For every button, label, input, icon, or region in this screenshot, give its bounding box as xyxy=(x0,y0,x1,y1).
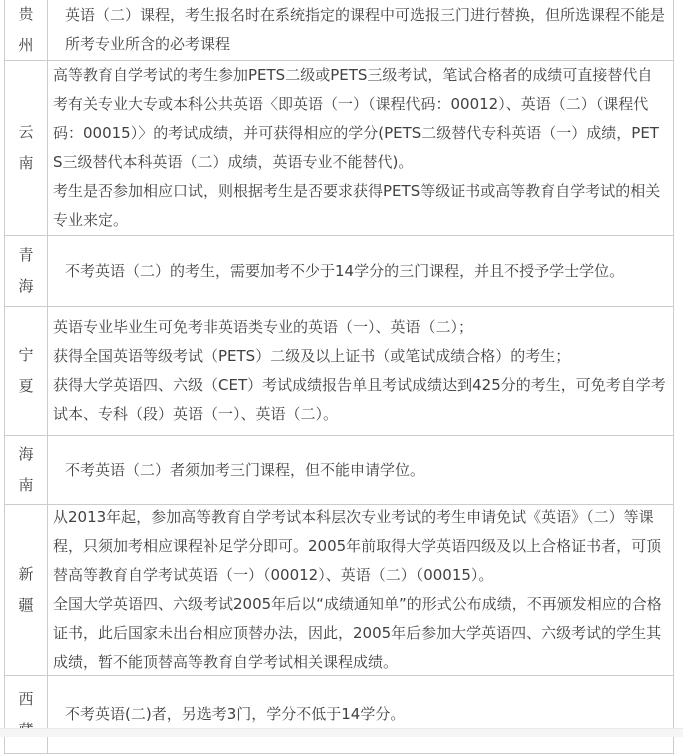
policy-paragraph: 不考英语（二）的考生，需要加考不少于14学分的三门课程，并且不授予学士学位。 xyxy=(65,261,625,280)
province-char: 南 xyxy=(18,154,34,172)
province-char: 夏 xyxy=(18,377,34,395)
table-row xyxy=(5,61,673,236)
province-label xyxy=(5,236,48,306)
province-char: 青 xyxy=(18,246,34,264)
policy-paragraph: 高等教育自学考试的考生参加PETS二级或PETS三级考试，笔试合格者的成绩可直接替代自考有关专业大专或本科公共英语〈即英语（一）（课程代码：00012）、英语（二）（课程代码：00015）〉的考试成绩，并可获得相应的学分(PETS二级替代专科英语（一）成绩，PETS三级替代本科英语（二）成绩，英语专业不能替代)。 xyxy=(53,66,659,171)
province-char: 新 xyxy=(18,565,34,583)
policy-paragraph: 获得全国英语等级考试（PETS）二级及以上证书（或笔试成绩合格）的考生； xyxy=(53,347,571,365)
policy-text-cell xyxy=(48,505,673,675)
policy-paragraph: 考生是否参加相应口试，则根据考生是否要求获得PETS等级证书或高等教育自学考试的相关专业来定。 xyxy=(53,182,661,229)
policy-text-cell xyxy=(48,236,673,306)
table-row xyxy=(5,236,673,307)
table-row xyxy=(5,676,673,754)
province-policy-table xyxy=(4,0,674,754)
horizontal-scrollbar[interactable] xyxy=(0,728,683,737)
province-char: 疆 xyxy=(18,596,34,614)
province-char: 海 xyxy=(18,445,34,463)
policy-text-cell xyxy=(48,676,673,753)
province-label xyxy=(5,61,48,235)
province-label xyxy=(5,307,48,435)
policy-text-cell xyxy=(48,0,673,60)
policy-paragraph: 英语（二）课程，考生报名时在系统指定的课程中可选报三门进行替换，但所选课程不能是所考专业所含的必考课程 xyxy=(65,6,666,53)
province-char: 西 xyxy=(18,689,34,708)
province-label xyxy=(5,436,48,504)
policy-paragraph: 不考英语(二)者，另选考3门，学分不低于14学分。 xyxy=(65,705,406,723)
province-label xyxy=(5,0,48,60)
province-label xyxy=(5,676,48,753)
policy-text-cell xyxy=(48,61,673,235)
policy-text-cell xyxy=(48,307,673,435)
province-char: 南 xyxy=(18,476,34,494)
policy-paragraph: 全国大学英语四、六级考试2005年后以“成绩通知单”的形式公布成绩，不再颁发相应的合格证书，此后国家未出台相应顶替办法，因此，2005年后参加大学英语四、六级考试的学生其成绩，暂不能顶替高等教育自学考试相关课程成绩。 xyxy=(53,595,662,671)
province-label xyxy=(5,505,48,675)
policy-paragraph: 不考英语（二）者须加考三门课程，但不能申请学位。 xyxy=(65,460,426,479)
policy-text-cell xyxy=(48,436,673,504)
province-char: 宁 xyxy=(18,346,34,364)
policy-paragraph: 获得大学英语四、六级（CET）考试成绩报告单且考试成绩达到425分的考生，可免考自学考试本、专科（段）英语（一）、英语（二）。 xyxy=(53,376,666,423)
province-char: 州 xyxy=(18,36,34,54)
province-char: 云 xyxy=(18,123,34,141)
policy-paragraph: 英语专业毕业生可免考非英语类专业的英语（一）、英语（二）； xyxy=(53,318,474,336)
table-row xyxy=(5,505,673,676)
policy-paragraph: 从2013年起，参加高等教育自学考试本科层次专业考试的考生申请免试《英语》（二）等课程，只须加考相应课程补足学分即可。2005年前取得大学英语四级及以上合格证书者，可顶替高等教育自学考试英语（一）（00012）、英语（二）（00015）。 xyxy=(53,508,662,584)
province-char: 贵 xyxy=(18,5,34,23)
table-row xyxy=(5,436,673,505)
province-char: 海 xyxy=(18,277,34,295)
table-row xyxy=(5,0,673,61)
table-row xyxy=(5,307,673,436)
